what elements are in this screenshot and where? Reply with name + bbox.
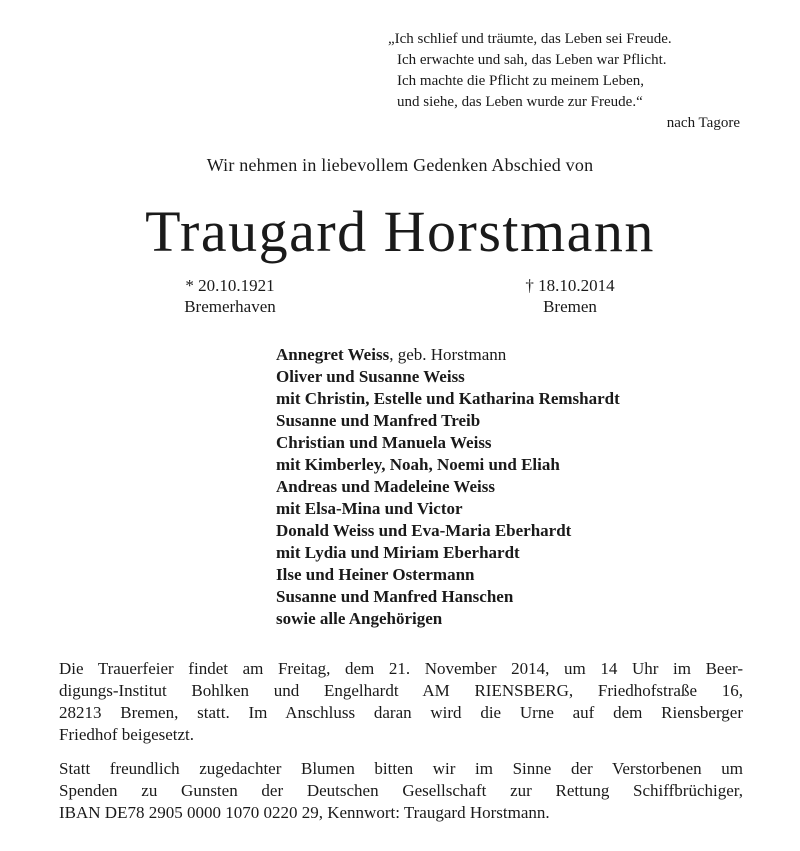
mourner-name: Annegret Weiss xyxy=(276,345,390,364)
mourner-line: mit Christin, Estelle und Katharina Remshardt xyxy=(276,389,620,408)
death-date: † 18.10.2014 xyxy=(525,276,615,295)
mourner-line: Donald Weiss und Eva-Maria Eberhardt xyxy=(276,521,572,540)
mourner-line: Ilse und Heiner Ostermann xyxy=(276,565,475,584)
funeral-line: Die Trauerfeier findet am Freitag, dem 21. November 2014, um 14 Uhr im Beer- xyxy=(59,659,743,678)
quote-attribution: nach Tagore xyxy=(666,115,740,131)
donation-line: Spenden zu Gunsten der Deutschen Gesellschaft zur Rettung Schiffbrüchiger, xyxy=(59,781,743,800)
deceased-name: Traugard Horstmann xyxy=(145,199,655,264)
donation-line: Statt freundlich zugedachter Blumen bitten wir im Sinne der Verstorbenen um xyxy=(59,759,743,778)
death-info xyxy=(490,275,650,317)
tagore-quote xyxy=(388,29,748,134)
mourners-list xyxy=(276,344,620,630)
quote-line: Ich machte die Pflicht zu meinem Leben, xyxy=(397,73,644,89)
mourner-line: Christian und Manuela Weiss xyxy=(276,433,492,452)
donation-notice xyxy=(59,758,743,824)
intro-text: Wir nehmen in liebevollem Gedenken Abschied von xyxy=(206,155,594,175)
mourner-birth-name: , geb. Horstmann xyxy=(389,345,507,364)
funeral-notice xyxy=(59,658,743,746)
funeral-line: digungs-Institut Bohlken und Engelhardt AM RIENSBERG, Friedhofstraße 16, xyxy=(59,681,743,700)
mourner-line: mit Kimberley, Noah, Noemi und Eliah xyxy=(276,455,560,474)
quote-line: Ich erwachte und sah, das Leben war Pflicht. xyxy=(397,52,667,68)
mourner-line: Oliver und Susanne Weiss xyxy=(276,367,465,386)
mourner-line: mit Elsa-Mina und Victor xyxy=(276,499,463,518)
birth-info xyxy=(150,275,310,317)
mourner-line: Susanne und Manfred Hanschen xyxy=(276,587,514,606)
mourner-line: Andreas und Madeleine Weiss xyxy=(276,477,495,496)
birth-date: * 20.10.1921 xyxy=(185,276,275,295)
death-place: Bremen xyxy=(543,297,597,316)
quote-line: „Ich schlief und träumte, das Leben sei Freude. xyxy=(388,31,672,47)
mourner-line: sowie alle Angehörigen xyxy=(276,609,443,628)
birth-place: Bremerhaven xyxy=(184,297,276,316)
mourner-line: Susanne und Manfred Treib xyxy=(276,411,481,430)
quote-line: und siehe, das Leben wurde zur Freude.“ xyxy=(397,94,643,110)
donation-line: IBAN DE78 2905 0000 1070 0220 29, Kennwort: Traugard Horstmann. xyxy=(59,803,550,822)
funeral-line: Friedhof beigesetzt. xyxy=(59,725,195,744)
mourner-line xyxy=(276,344,620,366)
mourner-line: mit Lydia und Miriam Eberhardt xyxy=(276,543,520,562)
funeral-line: 28213 Bremen, statt. Im Anschluss daran wird die Urne auf dem Riensberger xyxy=(59,703,743,722)
